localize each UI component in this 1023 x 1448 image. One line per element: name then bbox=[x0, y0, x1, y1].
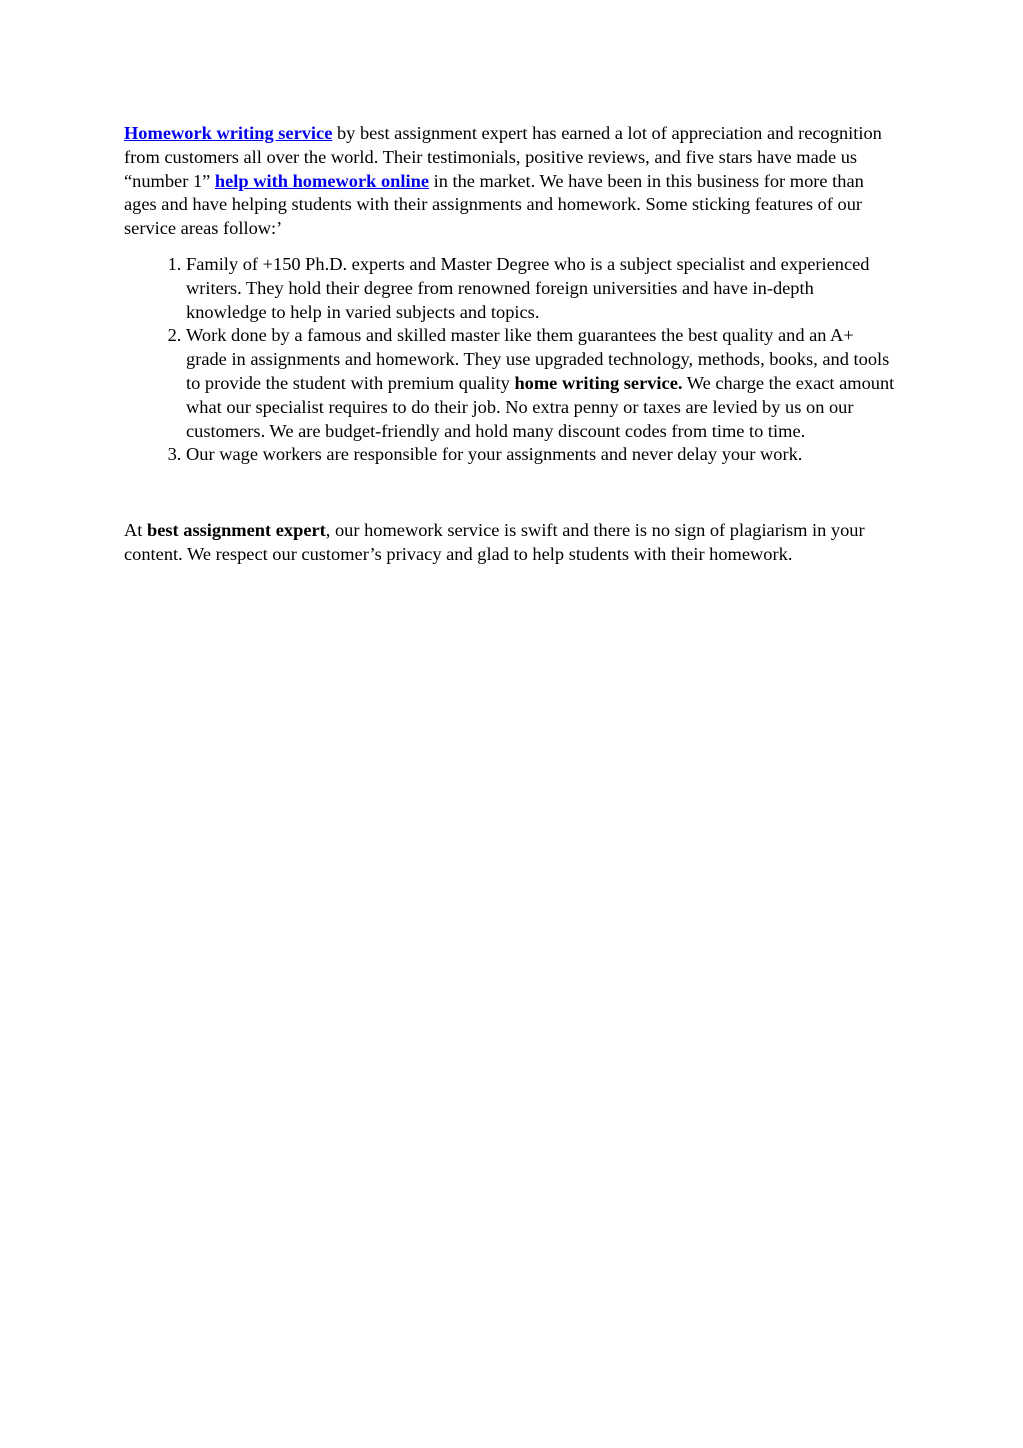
feature-item-1 bbox=[186, 253, 899, 324]
closing-paragraph bbox=[124, 519, 899, 567]
home-writing-service-bold: home writing service. bbox=[514, 372, 683, 393]
feature-item-3-text: Our wage workers are responsible for your assignments and never delay your work. bbox=[186, 444, 803, 465]
help-with-homework-online-link[interactable]: help with homework online bbox=[214, 170, 429, 191]
best-assignment-expert-bold: best assignment expert bbox=[147, 520, 326, 541]
homework-writing-service-link[interactable]: Homework writing service bbox=[124, 123, 333, 143]
intro-text-2: in the market. We have been in this business for more than ages and have helping students with their assignments and homework. Some sticking features of our service areas follow:’ bbox=[124, 170, 864, 239]
paragraph-spacer bbox=[124, 467, 899, 519]
features-list bbox=[124, 253, 899, 467]
closing-text-after: , our homework service is swift and there is no sign of plagiarism in your content. We respect our customer’s privacy and glad to help students with their homework. bbox=[124, 520, 865, 564]
intro-paragraph bbox=[124, 122, 899, 241]
document-body bbox=[124, 122, 899, 567]
feature-item-2 bbox=[186, 324, 899, 443]
feature-item-2-text-before: Work done by a famous and skilled master like them guarantees the best quality and an A+ grade in assignments and homework. They use upgraded technology, methods, books, and tools to provide the student with premium quality bbox=[186, 325, 890, 393]
feature-item-1-text: Family of +150 Ph.D. experts and Master Degree who is a subject specialist and experienced writers. They hold their degree from renowned foreign universities and have in-depth knowledge to help in varied subjects and topics. bbox=[186, 253, 870, 322]
feature-item-3 bbox=[186, 443, 899, 467]
feature-item-2-text-after: We charge the exact amount what our specialist requires to do their job. No extra penny or taxes are levied by us on our customers. We are budget-friendly and hold many discount codes from time to time. bbox=[186, 372, 895, 441]
closing-text-before: At bbox=[124, 520, 147, 541]
intro-text-1: by best assignment expert has earned a lot of appreciation and recognition from customers all over the world. Their testimonials, positive reviews, and five stars have made us “number 1” bbox=[124, 123, 882, 191]
